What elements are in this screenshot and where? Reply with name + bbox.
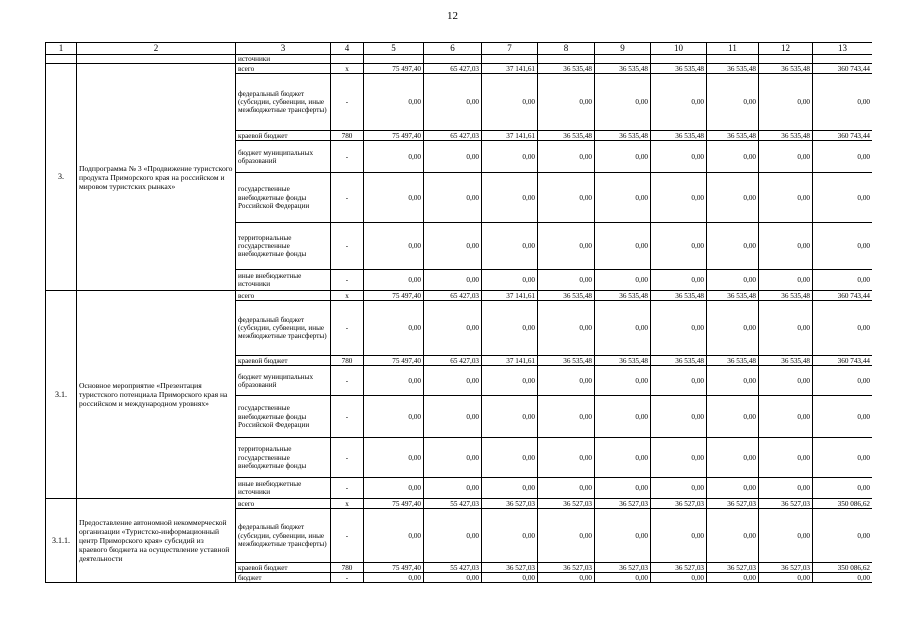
value-cell: 0,00 [424, 573, 482, 583]
empty-cell [331, 55, 364, 64]
value-cell: 0,00 [813, 270, 873, 291]
column-number-header: 9 [595, 43, 651, 55]
value-cell: 0,00 [759, 438, 813, 478]
value-cell: 36 527,03 [538, 563, 595, 573]
budget-table-container [45, 42, 872, 638]
budget-table [45, 42, 872, 583]
value-cell: 0,00 [759, 301, 813, 356]
value-cell: 0,00 [364, 74, 424, 131]
value-cell: 0,00 [595, 301, 651, 356]
value-cell: 0,00 [424, 173, 482, 223]
value-cell: 0,00 [424, 270, 482, 291]
value-cell: 55 427,03 [424, 499, 482, 509]
code-cell: - [331, 509, 364, 563]
empty-cell [651, 55, 707, 64]
value-cell: 0,00 [759, 478, 813, 499]
value-cell: 0,00 [651, 223, 707, 270]
funding-source: государственные внебюджетные фонды Российской Федерации [236, 396, 331, 438]
value-cell: 37 141,61 [482, 291, 538, 301]
value-cell: 0,00 [707, 173, 759, 223]
table-row [46, 291, 873, 301]
code-cell: - [331, 438, 364, 478]
value-cell: 0,00 [651, 509, 707, 563]
value-cell: 0,00 [651, 173, 707, 223]
value-cell: 0,00 [364, 478, 424, 499]
code-cell: х [331, 64, 364, 74]
value-cell: 0,00 [595, 270, 651, 291]
column-number-header: 11 [707, 43, 759, 55]
column-number-header: 3 [236, 43, 331, 55]
column-number-header: 2 [77, 43, 236, 55]
value-cell: 0,00 [424, 223, 482, 270]
value-cell: 0,00 [707, 573, 759, 583]
value-cell: 36 535,48 [538, 64, 595, 74]
value-cell: 0,00 [538, 573, 595, 583]
code-cell: х [331, 499, 364, 509]
value-cell: 65 427,03 [424, 356, 482, 366]
value-cell: 0,00 [482, 173, 538, 223]
code-cell: - [331, 223, 364, 270]
value-cell: 0,00 [538, 438, 595, 478]
value-cell: 0,00 [707, 366, 759, 396]
value-cell: 0,00 [595, 509, 651, 563]
value-cell: 0,00 [595, 573, 651, 583]
value-cell: 0,00 [482, 301, 538, 356]
value-cell: 0,00 [424, 396, 482, 438]
empty-cell [424, 55, 482, 64]
empty-cell [707, 55, 759, 64]
value-cell: 0,00 [813, 223, 873, 270]
code-cell: - [331, 173, 364, 223]
value-cell: 0,00 [651, 270, 707, 291]
value-cell: 0,00 [364, 301, 424, 356]
value-cell: 75 497,40 [364, 563, 424, 573]
program-name: Основное мероприятие «Презентация туристского потенциала Приморского края на российском и международном уровнях» [77, 291, 236, 499]
funding-source: государственные внебюджетные фонды Российской Федерации [236, 173, 331, 223]
column-number-header: 8 [538, 43, 595, 55]
value-cell: 0,00 [759, 173, 813, 223]
value-cell: 0,00 [651, 74, 707, 131]
value-cell: 0,00 [424, 438, 482, 478]
value-cell: 36 527,03 [651, 499, 707, 509]
value-cell: 36 527,03 [759, 563, 813, 573]
value-cell: 0,00 [707, 396, 759, 438]
value-cell: 36 535,48 [595, 291, 651, 301]
value-cell: 0,00 [482, 74, 538, 131]
source-cell: источники [236, 55, 331, 64]
code-cell: - [331, 366, 364, 396]
value-cell: 55 427,03 [424, 563, 482, 573]
column-number-header: 5 [364, 43, 424, 55]
value-cell: 65 427,03 [424, 291, 482, 301]
column-number-header: 1 [46, 43, 77, 55]
value-cell: 0,00 [813, 438, 873, 478]
value-cell: 0,00 [538, 478, 595, 499]
value-cell: 36 535,48 [538, 356, 595, 366]
value-cell: 36 535,48 [651, 356, 707, 366]
value-cell: 36 527,03 [482, 563, 538, 573]
value-cell: 36 535,48 [759, 356, 813, 366]
value-cell: 0,00 [538, 396, 595, 438]
code-cell: - [331, 301, 364, 356]
value-cell: 0,00 [813, 74, 873, 131]
value-cell: 0,00 [707, 438, 759, 478]
value-cell: 0,00 [364, 396, 424, 438]
value-cell: 350 086,62 [813, 563, 873, 573]
funding-source: территориальные государственные внебюджетные фонды [236, 223, 331, 270]
section-number: 3.1.1. [46, 499, 77, 583]
value-cell: 360 743,44 [813, 356, 873, 366]
value-cell: 75 497,40 [364, 499, 424, 509]
code-cell: - [331, 478, 364, 499]
value-cell: 37 141,61 [482, 131, 538, 141]
value-cell: 0,00 [595, 438, 651, 478]
section-number: 3. [46, 64, 77, 291]
value-cell: 36 535,48 [707, 64, 759, 74]
value-cell: 0,00 [759, 396, 813, 438]
code-cell: - [331, 141, 364, 173]
value-cell: 36 527,03 [707, 499, 759, 509]
value-cell: 0,00 [651, 478, 707, 499]
code-cell: - [331, 74, 364, 131]
value-cell: 36 535,48 [538, 131, 595, 141]
column-number-header: 12 [759, 43, 813, 55]
funding-source: всего [236, 291, 331, 301]
value-cell: 0,00 [651, 141, 707, 173]
value-cell: 75 497,40 [364, 291, 424, 301]
value-cell: 0,00 [595, 366, 651, 396]
empty-cell [595, 55, 651, 64]
value-cell: 0,00 [813, 141, 873, 173]
empty-cell [364, 55, 424, 64]
funding-source: бюджет [236, 573, 331, 583]
page-number: 12 [447, 10, 458, 22]
value-cell: 0,00 [651, 301, 707, 356]
funding-source: федеральный бюджет (субсидии, субвенции, иные межбюджетные трансферты) [236, 509, 331, 563]
value-cell: 0,00 [651, 396, 707, 438]
value-cell: 36 527,03 [707, 563, 759, 573]
value-cell: 0,00 [538, 366, 595, 396]
value-cell: 0,00 [759, 509, 813, 563]
value-cell: 36 535,48 [759, 291, 813, 301]
value-cell: 36 535,48 [595, 356, 651, 366]
value-cell: 0,00 [595, 396, 651, 438]
value-cell: 0,00 [538, 74, 595, 131]
empty-cell [538, 55, 595, 64]
value-cell: 0,00 [759, 366, 813, 396]
value-cell: 0,00 [364, 366, 424, 396]
value-cell: 0,00 [538, 270, 595, 291]
value-cell: 0,00 [424, 366, 482, 396]
value-cell: 36 527,03 [538, 499, 595, 509]
column-number-header: 4 [331, 43, 364, 55]
value-cell: 0,00 [364, 270, 424, 291]
empty-cell [77, 55, 236, 64]
column-number-header: 10 [651, 43, 707, 55]
value-cell: 36 535,48 [595, 64, 651, 74]
program-name: Подпрограмма № 3 «Продвижение туристского продукта Приморского края на российском и мировом туристских рынках» [77, 64, 236, 291]
value-cell: 0,00 [813, 301, 873, 356]
value-cell: 0,00 [595, 74, 651, 131]
value-cell: 36 535,48 [707, 131, 759, 141]
value-cell: 0,00 [482, 366, 538, 396]
code-cell: - [331, 396, 364, 438]
value-cell: 0,00 [707, 141, 759, 173]
value-cell: 350 086,62 [813, 499, 873, 509]
value-cell: 0,00 [707, 301, 759, 356]
value-cell: 0,00 [759, 74, 813, 131]
value-cell: 0,00 [651, 573, 707, 583]
value-cell: 36 535,48 [651, 291, 707, 301]
column-number-header: 13 [813, 43, 873, 55]
value-cell: 0,00 [364, 573, 424, 583]
value-cell: 75 497,40 [364, 356, 424, 366]
value-cell: 0,00 [482, 223, 538, 270]
code-cell: 780 [331, 563, 364, 573]
value-cell: 0,00 [424, 509, 482, 563]
value-cell: 36 527,03 [651, 563, 707, 573]
value-cell: 36 527,03 [482, 499, 538, 509]
value-cell: 37 141,61 [482, 356, 538, 366]
value-cell: 0,00 [759, 573, 813, 583]
value-cell: 36 535,48 [595, 131, 651, 141]
value-cell: 0,00 [424, 478, 482, 499]
value-cell: 36 535,48 [707, 291, 759, 301]
value-cell: 0,00 [759, 270, 813, 291]
value-cell: 0,00 [595, 223, 651, 270]
funding-source: краевой бюджет [236, 356, 331, 366]
funding-source: иные внебюджетные источники [236, 478, 331, 499]
value-cell: 0,00 [813, 173, 873, 223]
funding-source: всего [236, 499, 331, 509]
value-cell: 0,00 [813, 478, 873, 499]
section-number: 3.1. [46, 291, 77, 499]
code-cell: - [331, 270, 364, 291]
value-cell: 0,00 [651, 366, 707, 396]
table-row [46, 64, 873, 74]
value-cell: 0,00 [364, 438, 424, 478]
value-cell: 0,00 [595, 478, 651, 499]
value-cell: 65 427,03 [424, 64, 482, 74]
code-cell: - [331, 573, 364, 583]
value-cell: 36 527,03 [759, 499, 813, 509]
funding-source: территориальные государственные внебюджетные фонды [236, 438, 331, 478]
value-cell: 0,00 [364, 509, 424, 563]
value-cell: 0,00 [759, 141, 813, 173]
funding-source: бюджет муниципальных образований [236, 366, 331, 396]
value-cell: 0,00 [707, 478, 759, 499]
value-cell: 0,00 [813, 396, 873, 438]
value-cell: 0,00 [707, 74, 759, 131]
value-cell: 0,00 [482, 573, 538, 583]
value-cell: 65 427,03 [424, 131, 482, 141]
value-cell: 0,00 [482, 396, 538, 438]
value-cell: 75 497,40 [364, 64, 424, 74]
column-number-header: 7 [482, 43, 538, 55]
value-cell: 0,00 [364, 173, 424, 223]
table-row [46, 55, 873, 64]
funding-source: бюджет муниципальных образований [236, 141, 331, 173]
value-cell: 36 527,03 [595, 499, 651, 509]
funding-source: федеральный бюджет (субсидии, субвенции, иные межбюджетные трансферты) [236, 301, 331, 356]
empty-cell [813, 55, 873, 64]
value-cell: 36 535,48 [759, 131, 813, 141]
column-number-header: 6 [424, 43, 482, 55]
value-cell: 36 535,48 [651, 64, 707, 74]
value-cell: 0,00 [651, 438, 707, 478]
value-cell: 0,00 [813, 509, 873, 563]
value-cell: 0,00 [482, 478, 538, 499]
value-cell: 0,00 [482, 509, 538, 563]
value-cell: 0,00 [538, 509, 595, 563]
value-cell: 0,00 [538, 301, 595, 356]
empty-cell [482, 55, 538, 64]
value-cell: 0,00 [538, 173, 595, 223]
value-cell: 0,00 [813, 366, 873, 396]
value-cell: 360 743,44 [813, 131, 873, 141]
code-cell: 780 [331, 131, 364, 141]
value-cell: 0,00 [482, 270, 538, 291]
code-cell: х [331, 291, 364, 301]
value-cell: 0,00 [538, 141, 595, 173]
value-cell: 0,00 [424, 74, 482, 131]
empty-cell [759, 55, 813, 64]
value-cell: 0,00 [538, 223, 595, 270]
program-name: Предоставление автономной некоммерческой организации «Туристско-информационный центр Приморского края» субсидий из краевого бюджета на осуществление уставной деятельности [77, 499, 236, 583]
funding-source: всего [236, 64, 331, 74]
value-cell: 75 497,40 [364, 131, 424, 141]
value-cell: 36 535,48 [538, 291, 595, 301]
empty-cell [46, 55, 77, 64]
code-cell: 780 [331, 356, 364, 366]
value-cell: 0,00 [482, 438, 538, 478]
value-cell: 36 535,48 [707, 356, 759, 366]
value-cell: 0,00 [424, 141, 482, 173]
column-number-row [46, 43, 873, 55]
value-cell: 0,00 [595, 141, 651, 173]
table-row [46, 499, 873, 509]
value-cell: 360 743,44 [813, 291, 873, 301]
funding-source: иные внебюджетные источники [236, 270, 331, 291]
value-cell: 0,00 [707, 509, 759, 563]
value-cell: 0,00 [364, 141, 424, 173]
value-cell: 0,00 [424, 301, 482, 356]
value-cell: 0,00 [707, 270, 759, 291]
value-cell: 0,00 [759, 223, 813, 270]
value-cell: 360 743,44 [813, 64, 873, 74]
value-cell: 0,00 [813, 573, 873, 583]
value-cell: 0,00 [595, 173, 651, 223]
funding-source: краевой бюджет [236, 131, 331, 141]
value-cell: 36 527,03 [595, 563, 651, 573]
value-cell: 36 535,48 [651, 131, 707, 141]
funding-source: федеральный бюджет (субсидии, субвенции, иные межбюджетные трансферты) [236, 74, 331, 131]
value-cell: 36 535,48 [759, 64, 813, 74]
value-cell: 0,00 [482, 141, 538, 173]
value-cell: 0,00 [707, 223, 759, 270]
value-cell: 37 141,61 [482, 64, 538, 74]
funding-source: краевой бюджет [236, 563, 331, 573]
value-cell: 0,00 [364, 223, 424, 270]
